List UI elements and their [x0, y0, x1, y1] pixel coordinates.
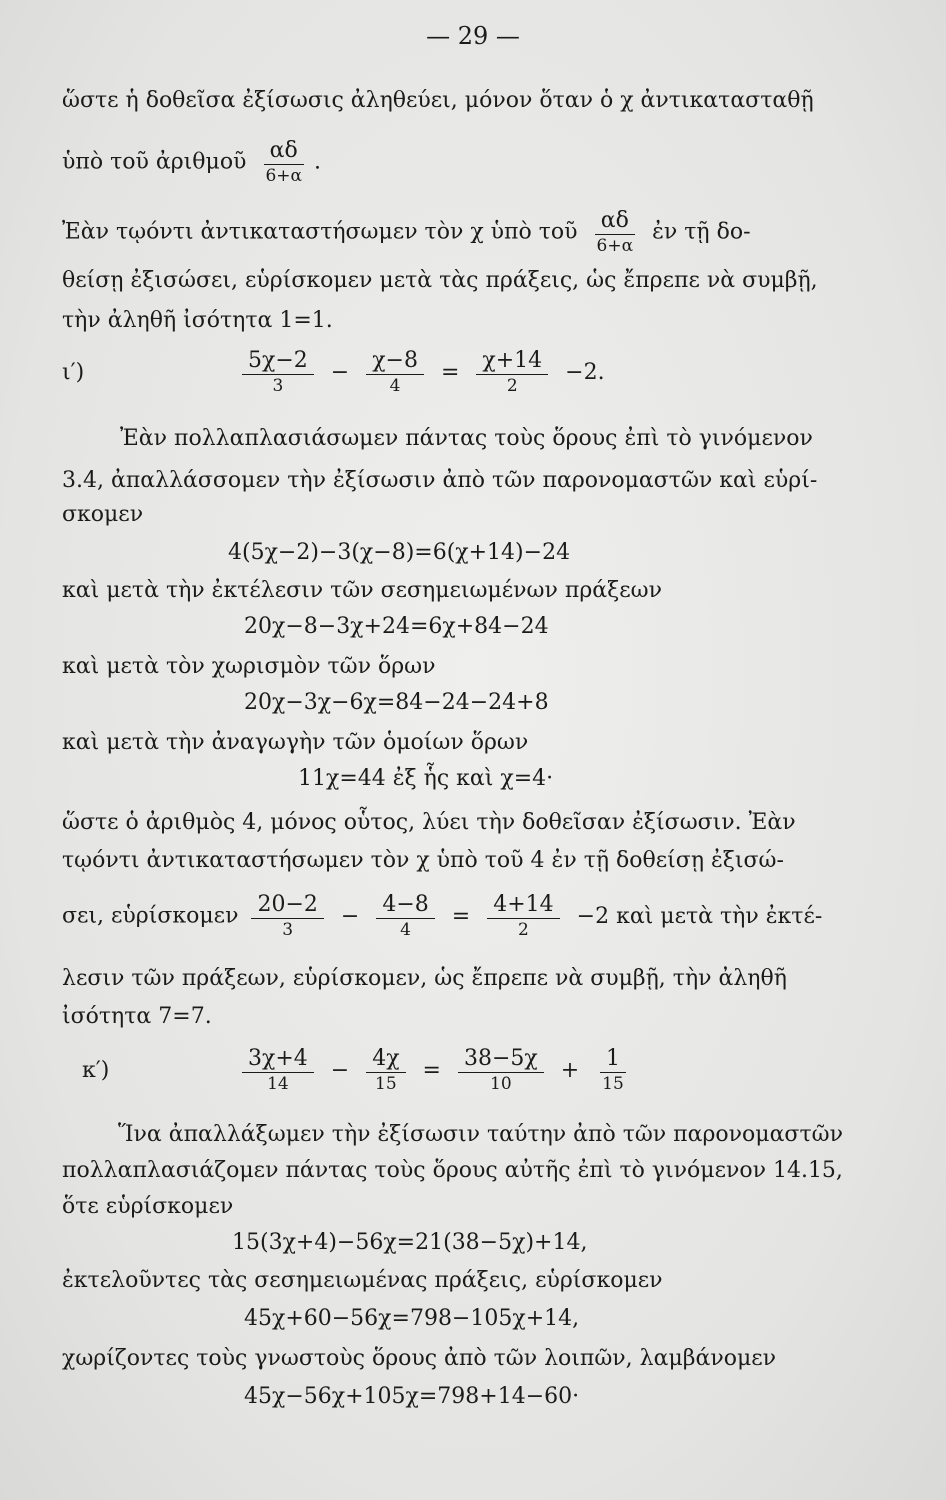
text-line: χωρίζοντες τοὺς γνωστοὺς ὅρους ἀπὸ τῶν λοιπῶν, λαμβάνομεν: [62, 1346, 777, 1371]
text-line: πολλαπλασιάζομεν πάντας τοὺς ὅρους αὐτῆς ἐπὶ τὸ γινόμενον 14.15,: [62, 1158, 843, 1183]
equation-k: κ′) $\frac{3\chi+4}{14}$ − $\frac{4\chi}{15}$ = $\frac{38-5\chi}{10}$ + $\frac{1}{15}$: [62, 1046, 636, 1095]
text-line: Ἐὰν πολλαπλασιάσωμεν πάντας τοὺς ὅρους ἐπὶ τὸ γινόμενον: [120, 426, 813, 451]
text-line: θείσῃ ἐξισώσει, εὑρίσκομεν μετὰ τὰς πράξεις, ὡς ἔπρεπε νὰ συμβῇ,: [62, 268, 818, 293]
text-line: τὴν ἀληθῆ ἰσότητα 1=1.: [62, 308, 333, 333]
math-line: 11χ=44 ἐξ ἧς καὶ χ=4·: [298, 766, 554, 791]
text-line: ὥστε ἡ δοθεῖσα ἐξίσωσις ἀληθεύει, μόνον ὅταν ὁ χ ἀντικατασταθῇ: [62, 88, 814, 113]
text-line: λεσιν τῶν πράξεων, εὑρίσκομεν, ὡς ἔπρεπε νὰ συμβῇ, τὴν ἀληθῆ: [62, 966, 787, 991]
math-line: 20χ−3χ−6χ=84−24−24+8: [244, 690, 549, 715]
fraction: $\frac{\alpha\delta}{6+\alpha}$: [265, 138, 302, 186]
text-line: Ἵνα ἀπαλλάξωμεν τὴν ἐξίσωσιν ταύτην ἀπὸ τῶν παρονομαστῶν: [118, 1122, 843, 1147]
math-line: 45χ+60−56χ=798−105χ+14,: [244, 1306, 580, 1331]
fraction: $\frac{\alpha\delta}{6+\alpha}$: [596, 208, 634, 256]
text-line: ὅτε εὑρίσκομεν: [62, 1194, 234, 1219]
page-number: — 29 —: [426, 22, 520, 50]
text-line: καὶ μετὰ τὴν ἐκτέλεσιν τῶν σεσημειωμένων πράξεων: [62, 578, 662, 603]
equation-i: ι′) $\frac{5\chi-2}{3}$ − $\frac{\chi-8}{4}$ = $\frac{\chi+14}{2}$ −2.: [62, 348, 605, 396]
math-line: 20χ−8−3χ+24=6χ+84−24: [244, 614, 549, 639]
text-line: ἐκτελοῦντες τὰς σεσημειωμένας πράξεις, εὑρίσκομεν: [62, 1268, 663, 1293]
text-line: Ἐὰν τῳόντι ἀντικαταστήσωμεν τὸν χ ὑπὸ τοῦ $\frac{\alpha\delta}{6+\alpha}$ ἐν τῇ δο-: [62, 208, 751, 256]
substitution-line: σει, εὑρίσκομεν $\frac{20-2}{3}$ − $\frac{4-8}{4}$ = $\frac{4+14}{2}$ −2 καὶ μετὰ τὴν ἐκτέ-: [62, 892, 823, 940]
text-line: τῳόντι ἀντικαταστήσωμεν τὸν χ ὑπὸ τοῦ 4 ἐν τῇ δοθείσῃ ἐξισώ-: [62, 848, 784, 873]
text-line: καὶ μετὰ τὴν ἀναγωγὴν τῶν ὁμοίων ὅρων: [62, 730, 529, 755]
text-line: καὶ μετὰ τὸν χωρισμὸν τῶν ὅρων: [62, 654, 436, 679]
math-line: 45χ−56χ+105χ=798+14−60·: [244, 1384, 580, 1409]
text-line: ὑπὸ τοῦ ἀριθμοῦ $\frac{\alpha\delta}{6+\alpha}$ .: [62, 138, 321, 186]
text-line: 3.4, ἀπαλλάσσομεν τὴν ἐξίσωσιν ἀπὸ τῶν παρονομαστῶν καὶ εὑρί-: [62, 468, 818, 493]
math-line: 4(5χ−2)−3(χ−8)=6(χ+14)−24: [228, 540, 571, 565]
math-line: 15(3χ+4)−56χ=21(38−5χ)+14,: [232, 1230, 588, 1255]
text-line: σκομεν: [62, 502, 144, 527]
text-line: ἰσότητα 7=7.: [62, 1004, 212, 1029]
text-line: ὥστε ὁ ἀριθμὸς 4, μόνος οὗτος, λύει τὴν δοθεῖσαν ἐξίσωσιν. Ἐὰν: [62, 810, 796, 835]
